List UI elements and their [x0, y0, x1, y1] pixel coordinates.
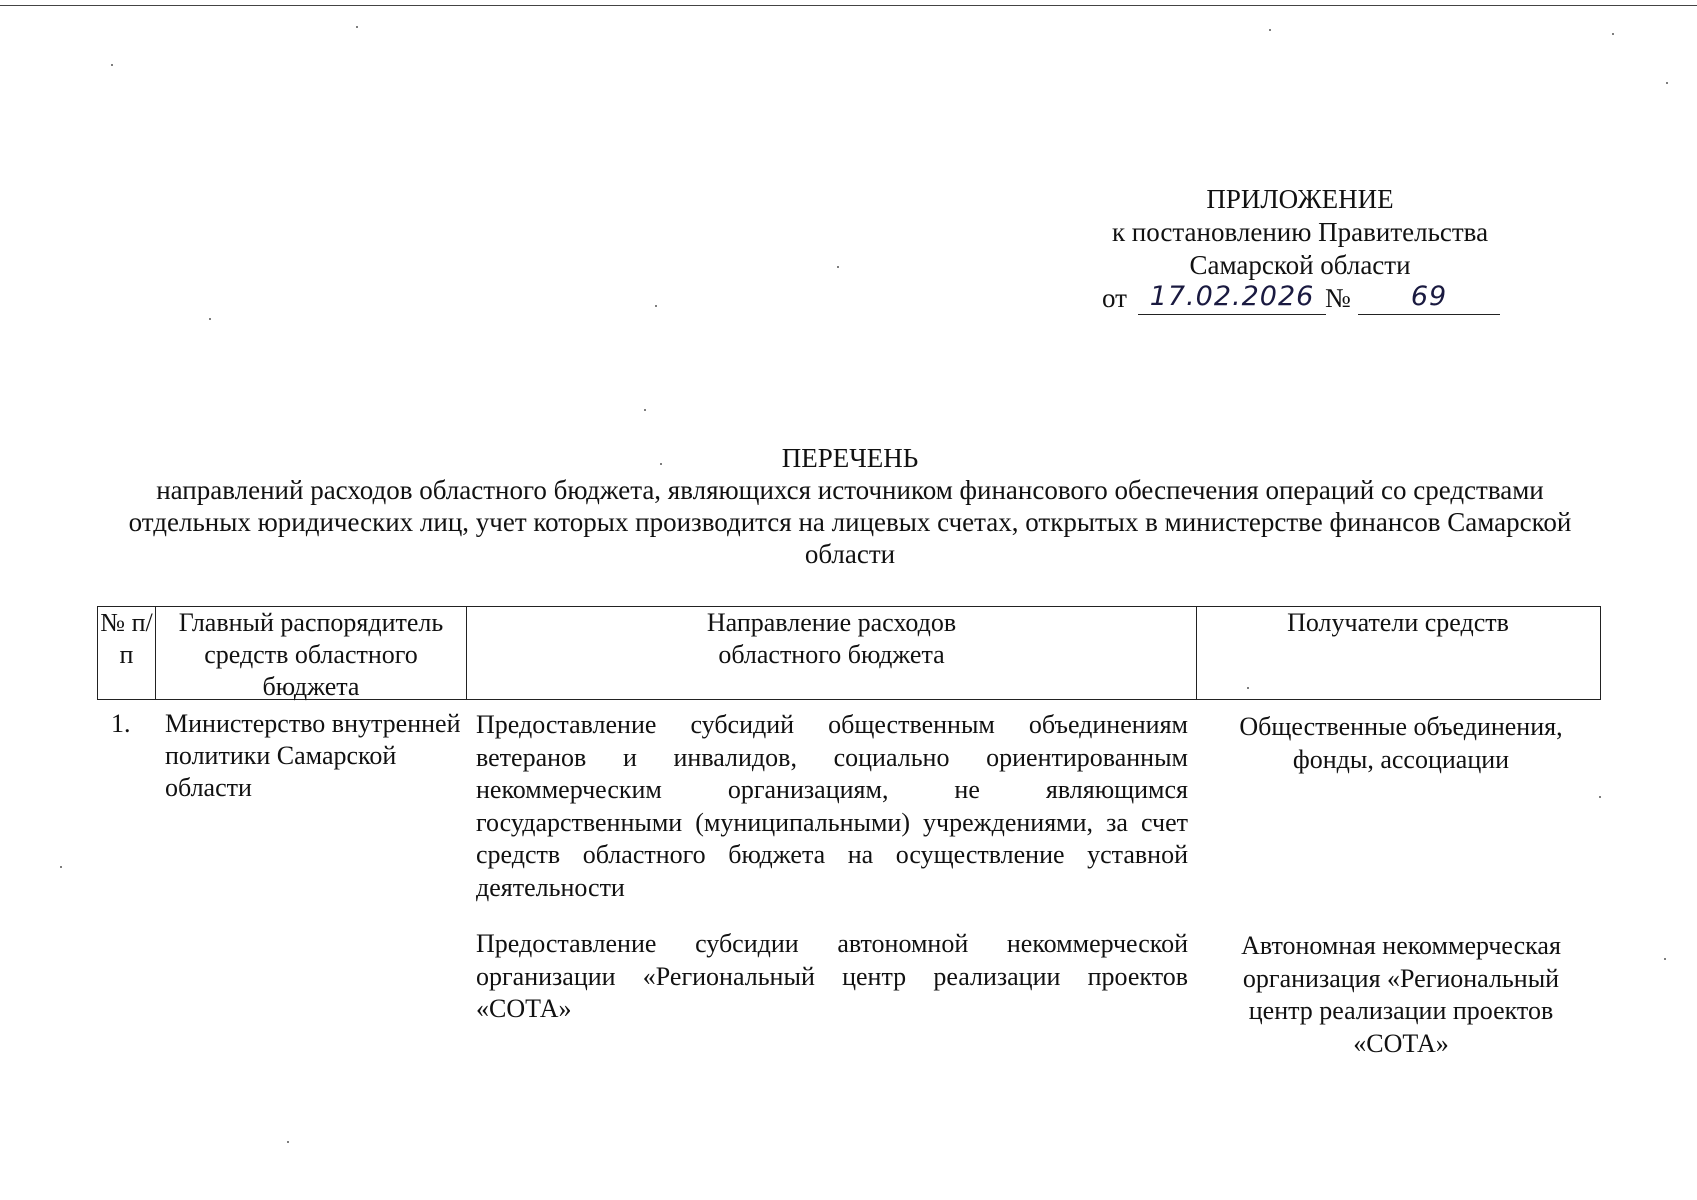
scan-speck	[1269, 29, 1271, 31]
scan-speck	[1664, 958, 1666, 960]
scan-speck	[644, 409, 646, 411]
table-row	[97, 700, 1601, 1100]
expense-table	[97, 606, 1601, 1100]
appendix-line-1: к постановлению Правительства	[1111, 217, 1489, 247]
header-holder: Главный распорядитель средств областного бюджета	[156, 607, 467, 699]
appendix-title: ПРИЛОЖЕНИЕ	[1206, 184, 1394, 214]
number-field	[1358, 281, 1500, 315]
handwritten-number: 69	[1410, 281, 1448, 312]
row-holder: Министерство внутренней политики Самарской области	[165, 709, 461, 802]
date-prefix: от	[1102, 283, 1127, 313]
document-subtitle: направлений расходов областного бюджета, являющихся источником финансового обеспечения операций со средствами отдельных юридических лиц, учет которых производится на лицевых счетах, открытых в министерстве финансов Самарской области	[128, 475, 1572, 569]
direction-entry: Предоставление субсидий общественным объединениям ветеранов и инвалидов, социально ориентированным некоммерческим организациям, не являющимся государственными (муниципальными) учреждениями, за счет средств областного бюджета на осуществление уставной деятельности	[476, 710, 1188, 902]
table-header-row	[97, 606, 1601, 700]
handwritten-date: 17.02.2026	[1149, 281, 1315, 312]
scan-speck	[287, 1141, 289, 1143]
scan-speck	[60, 866, 62, 868]
row-number: 1.	[111, 709, 131, 738]
scan-speck	[1666, 82, 1668, 84]
recipients-entry: Автономная некоммерческая организация «Региональный центр реализации проектов «СОТА»	[1241, 931, 1561, 1058]
appendix-line-2: Самарской области	[1189, 250, 1411, 280]
document-heading: ПЕРЕЧЕНЬ	[781, 443, 919, 473]
scan-speck	[655, 305, 657, 307]
direction-entry: Предоставление субсидии автономной некоммерческой организации «Региональный центр реализации проектов «СОТА»	[476, 929, 1188, 1023]
number-prefix: №	[1325, 283, 1351, 313]
header-recipients: Получатели средств	[1287, 608, 1509, 637]
scan-speck	[111, 64, 113, 66]
scan-speck	[356, 26, 358, 28]
date-field	[1138, 281, 1326, 315]
date-number-line	[1090, 282, 1510, 322]
scan-speck	[209, 318, 211, 320]
document-title-block	[95, 442, 1605, 570]
appendix-block	[1090, 183, 1510, 322]
header-direction	[467, 607, 1197, 699]
recipients-entry: Общественные объединения, фонды, ассоциации	[1239, 712, 1563, 774]
header-num: № п/п	[98, 607, 156, 699]
scan-speck	[1612, 33, 1614, 35]
page-top-border	[0, 5, 1697, 6]
scan-speck	[837, 266, 839, 268]
header-direction-text: Направление расходов областного бюджета	[706, 608, 957, 669]
